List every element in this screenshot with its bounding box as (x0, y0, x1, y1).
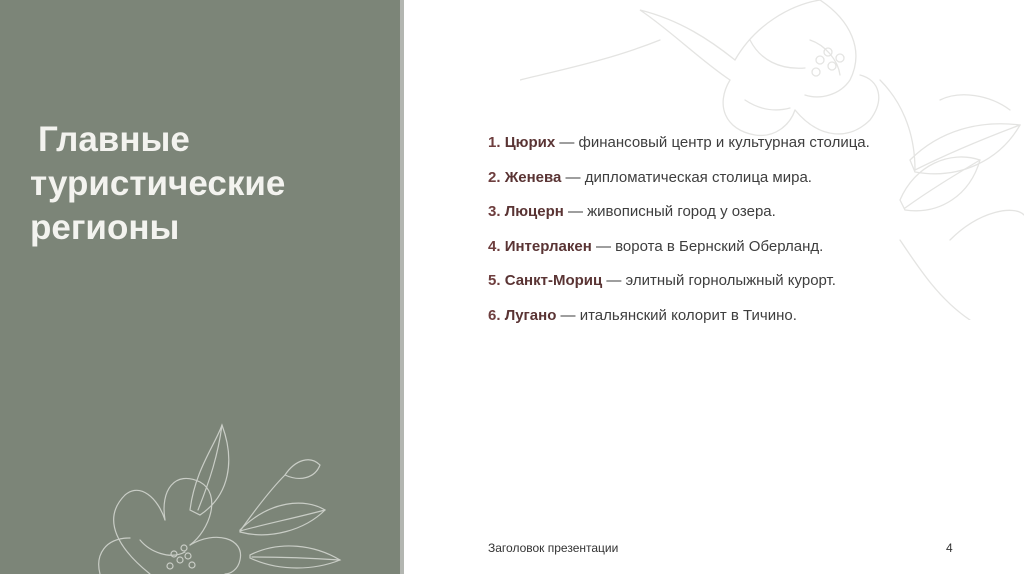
flower-illustration-bottom-left (40, 420, 360, 574)
list-item (488, 230, 870, 265)
list-item (488, 264, 870, 299)
list-item-number: 6. (488, 306, 501, 324)
list-item-name: Санкт-Мориц (504, 272, 603, 290)
left-panel (0, 0, 400, 574)
list-item-number: 3. (488, 203, 501, 221)
list-item-number: 1. (488, 134, 501, 151)
list-item-number: 5. (488, 272, 501, 290)
list-item-description: — дипломатическая столица мира. (561, 168, 812, 186)
list-item-name: Интерлакен (504, 237, 592, 255)
slide-title-line-2: туристические (30, 164, 286, 203)
list-item (488, 126, 870, 161)
list-item-description: — живописный город у озера. (563, 203, 776, 221)
footer-presentation-title: Заголовок презентации (488, 541, 619, 555)
list-item (488, 195, 870, 230)
list-item-number: 4. (488, 237, 501, 255)
slide-title-line-3: регионы (30, 208, 180, 247)
list-item-name: Лугано (504, 306, 557, 324)
list-item (488, 161, 870, 196)
list-item-name: Люцерн (504, 203, 564, 221)
list-item (488, 299, 870, 334)
list-item-name: Женева (504, 168, 562, 186)
list-item-description: — ворота в Бернский Оберланд. (591, 237, 824, 255)
list-item-description: — элитный горнолыжный курорт. (602, 272, 836, 290)
list-item-description: — итальянский колорит в Тичино. (556, 306, 797, 324)
slide-title (30, 118, 380, 250)
regions-list (488, 126, 870, 334)
panel-divider (400, 0, 404, 574)
list-item-number: 2. (488, 168, 501, 186)
page-number: 4 (946, 541, 953, 555)
list-item-name: Цюрих (504, 134, 556, 151)
list-item-description: — финансовый центр и культурная столица. (555, 134, 870, 151)
slide-title-line-1: Главные (38, 120, 190, 159)
